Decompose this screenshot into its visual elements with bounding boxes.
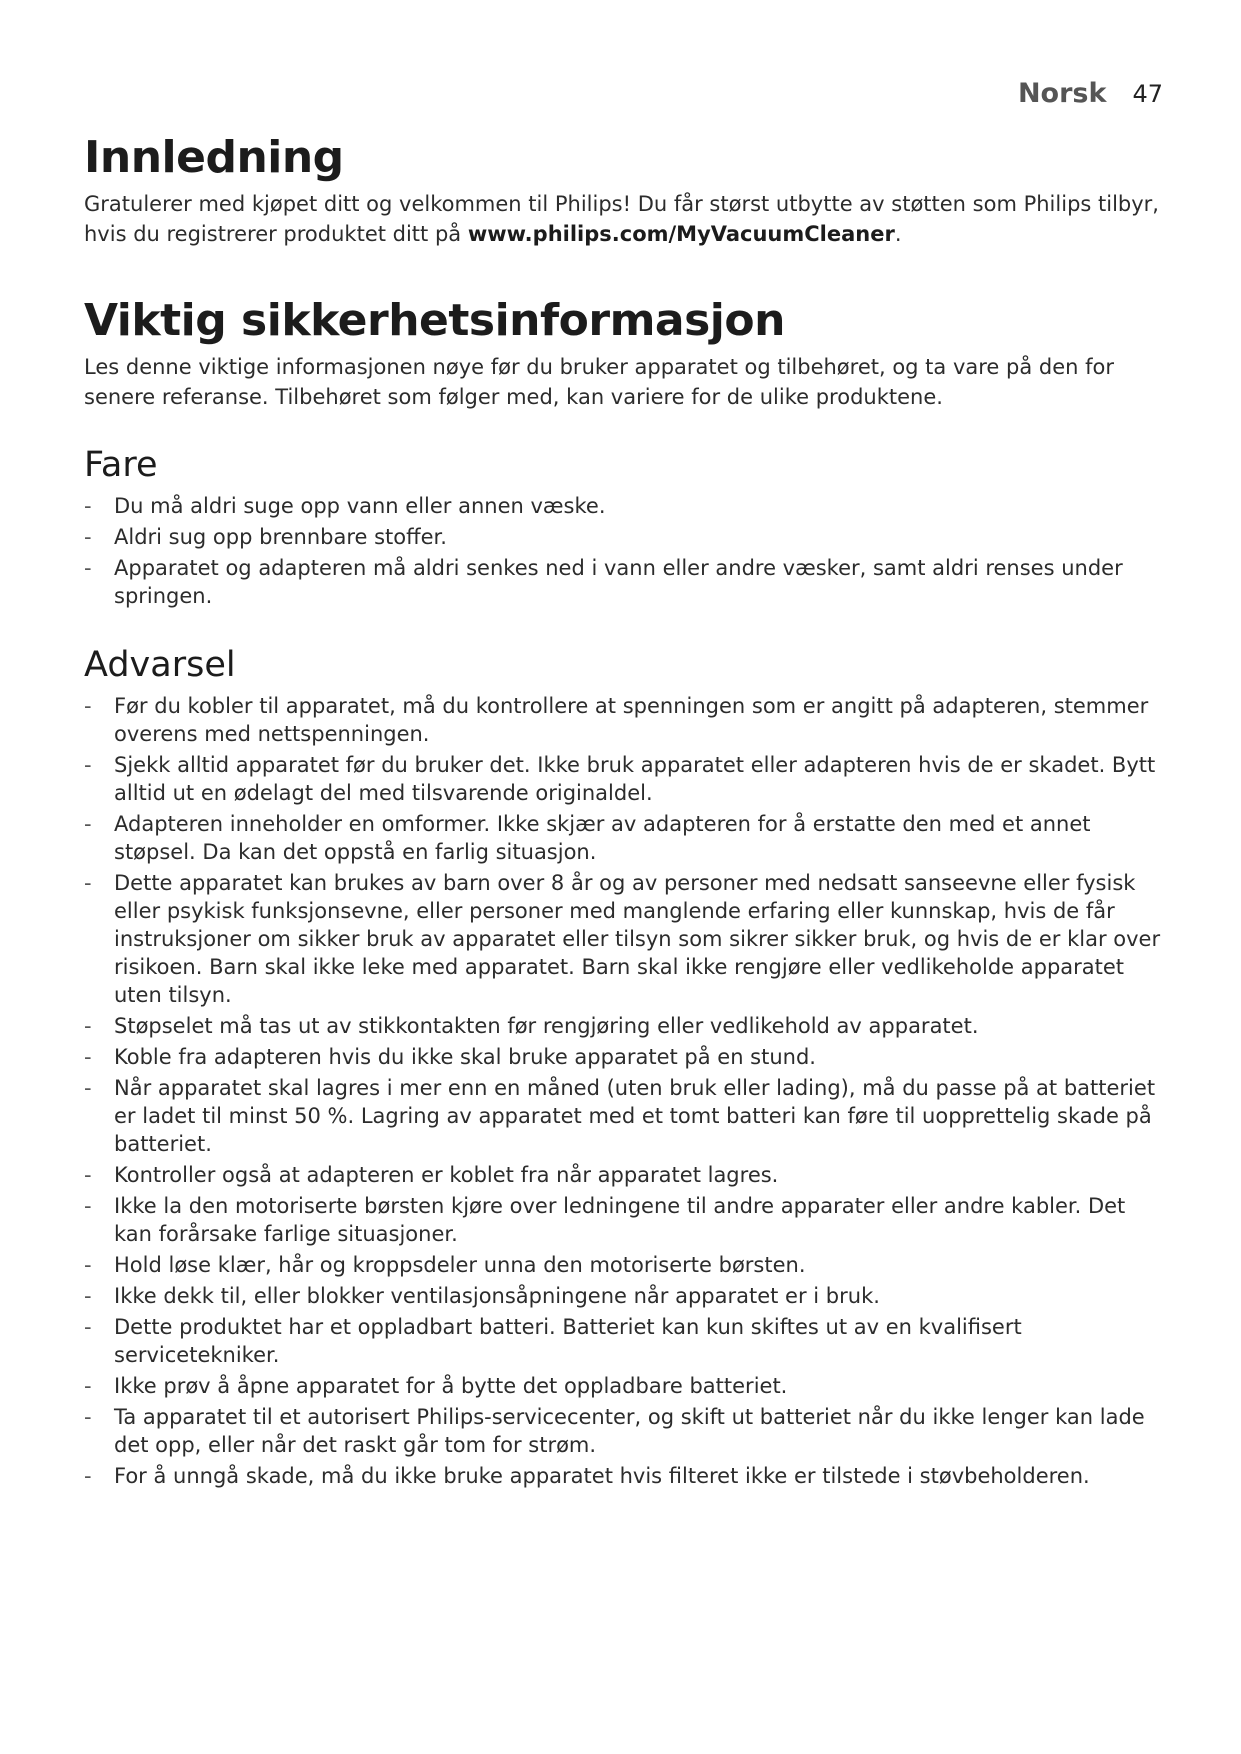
safety-section xyxy=(84,295,1164,412)
list-item-text: Kontroller også at adapteren er koblet fra når apparatet lagres. xyxy=(114,1162,779,1187)
list-item-text: Sjekk alltid apparatet før du bruker det. Ikke bruk apparatet eller adapteren hvis de er skadet. Bytt alltid ut en ødelagt del med tilsvarende originaldel. xyxy=(114,752,1156,805)
dash-bullet: - xyxy=(84,524,92,549)
dash-bullet: - xyxy=(84,1013,92,1038)
warning-list xyxy=(84,692,1164,1490)
page-header xyxy=(1018,78,1163,109)
dash-bullet: - xyxy=(84,1404,92,1429)
list-item-text: Ikke dekk til, eller blokker ventilasjonsåpningene når apparatet er i bruk. xyxy=(114,1283,880,1308)
dash-bullet: - xyxy=(84,1044,92,1069)
list-item xyxy=(84,1012,1164,1040)
danger-list xyxy=(84,492,1164,610)
list-item-text: Før du kobler til apparatet, må du kontrollere at spenningen som er angitt på adapteren, stemmer overens med nettspenningen. xyxy=(114,693,1149,746)
intro-text-after: . xyxy=(894,221,902,246)
list-item xyxy=(84,1251,1164,1279)
list-item-text: Du må aldri suge opp vann eller annen væske. xyxy=(114,493,606,518)
dash-bullet: - xyxy=(84,1463,92,1488)
intro-text xyxy=(84,189,1164,249)
list-item-text: Ikke la den motoriserte børsten kjøre over ledningene til andre apparater eller andre kabler. Det kan forårsake farlige situasjoner. xyxy=(114,1193,1126,1246)
list-item-text: Hold løse klær, hår og kroppsdeler unna den motoriserte børsten. xyxy=(114,1252,806,1277)
dash-bullet: - xyxy=(84,811,92,836)
safety-text: Les denne viktige informasjonen nøye før du bruker apparatet og tilbehøret, og ta vare på den for senere referanse. Tilbehøret som følger med, kan variere for de ulike produktene. xyxy=(84,354,1115,409)
list-item-text: Koble fra adapteren hvis du ikke skal bruke apparatet på en stund. xyxy=(114,1044,816,1069)
list-item xyxy=(84,1372,1164,1400)
danger-section xyxy=(84,444,1164,610)
intro-section xyxy=(84,132,1164,249)
list-item xyxy=(84,554,1164,610)
list-item-text: Dette produktet har et oppladbart batteri. Batteriet kan kun skiftes ut av en kvalifisert servicetekniker. xyxy=(114,1314,1022,1367)
list-item-text: Apparatet og adapteren må aldri senkes ned i vann eller andre væsker, samt aldri renses under springen. xyxy=(114,555,1123,608)
dash-bullet: - xyxy=(84,752,92,777)
list-item xyxy=(84,1074,1164,1158)
list-item xyxy=(84,492,1164,520)
dash-bullet: - xyxy=(84,493,92,518)
page-content xyxy=(84,132,1164,1493)
list-item xyxy=(84,810,1164,866)
registration-link[interactable]: www.philips.com/MyVacuumCleaner xyxy=(467,221,895,246)
dash-bullet: - xyxy=(84,693,92,718)
dash-bullet: - xyxy=(84,1283,92,1308)
dash-bullet: - xyxy=(84,870,92,895)
list-item-text: Adapteren inneholder en omformer. Ikke skjær av adapteren for å erstatte den med et annet støpsel. Da kan det oppstå en farlig situasjon. xyxy=(114,811,1091,864)
intro-text-before: Gratulerer med kjøpet ditt og velkommen til Philips! Du får størst utbytte av støtten som Philips tilbyr, hvis du registrerer produktet ditt på xyxy=(84,191,1159,246)
list-item-text: Aldri sug opp brennbare stoffer. xyxy=(114,524,447,549)
list-item xyxy=(84,1161,1164,1189)
list-item-text: Ta apparatet til et autorisert Philips-servicecenter, og skift ut batteriet når du ikke lenger kan lade det opp, eller når det raskt går tom for strøm. xyxy=(114,1404,1145,1457)
list-item xyxy=(84,1313,1164,1369)
list-item-text: Dette apparatet kan brukes av barn over 8 år og av personer med nedsatt sanseevne eller fysisk eller psykisk funksjonsevne, eller personer med manglende erfaring eller kunnskap, hvis de får instruksjoner om sikker bruk av apparatet eller tilsyn som sikrer sikker bruk, og hvis de er klar over risikoen. Barn skal ikke leke med apparatet. Barn skal ikke rengjøre eller vedlikeholde apparatet uten tilsyn. xyxy=(114,870,1161,1007)
list-item xyxy=(84,523,1164,551)
dash-bullet: - xyxy=(84,1373,92,1398)
list-item xyxy=(84,1462,1164,1490)
list-item xyxy=(84,692,1164,748)
language-label: Norsk xyxy=(1017,78,1107,109)
warning-title: Advarsel xyxy=(84,644,236,685)
list-item-text: Ikke prøv å åpne apparatet for å bytte det oppladbare batteriet. xyxy=(114,1373,788,1398)
dash-bullet: - xyxy=(84,1314,92,1339)
dash-bullet: - xyxy=(84,555,92,580)
warning-section xyxy=(84,644,1164,1490)
list-item xyxy=(84,1403,1164,1459)
list-item xyxy=(84,1192,1164,1248)
safety-title: Viktig sikkerhetsinformasjon xyxy=(84,294,785,346)
dash-bullet: - xyxy=(84,1162,92,1187)
page-number: 47 xyxy=(1132,80,1163,108)
list-item xyxy=(84,869,1164,1009)
dash-bullet: - xyxy=(84,1193,92,1218)
list-item xyxy=(84,751,1164,807)
dash-bullet: - xyxy=(84,1075,92,1100)
list-item xyxy=(84,1282,1164,1310)
list-item xyxy=(84,1043,1164,1071)
danger-title: Fare xyxy=(84,444,158,485)
dash-bullet: - xyxy=(84,1252,92,1277)
list-item-text: For å unngå skade, må du ikke bruke apparatet hvis filteret ikke er tilstede i støvbeholderen. xyxy=(114,1463,1090,1488)
list-item-text: Når apparatet skal lagres i mer enn en måned (uten bruk eller lading), må du passe på at batteriet er ladet til minst 50 %. Lagring av apparatet med et tomt batteri kan føre til uopprettelig skade på batteriet. xyxy=(114,1075,1156,1156)
list-item-text: Støpselet må tas ut av stikkontakten før rengjøring eller vedlikehold av apparatet. xyxy=(114,1013,979,1038)
intro-title: Innledning xyxy=(84,132,344,183)
